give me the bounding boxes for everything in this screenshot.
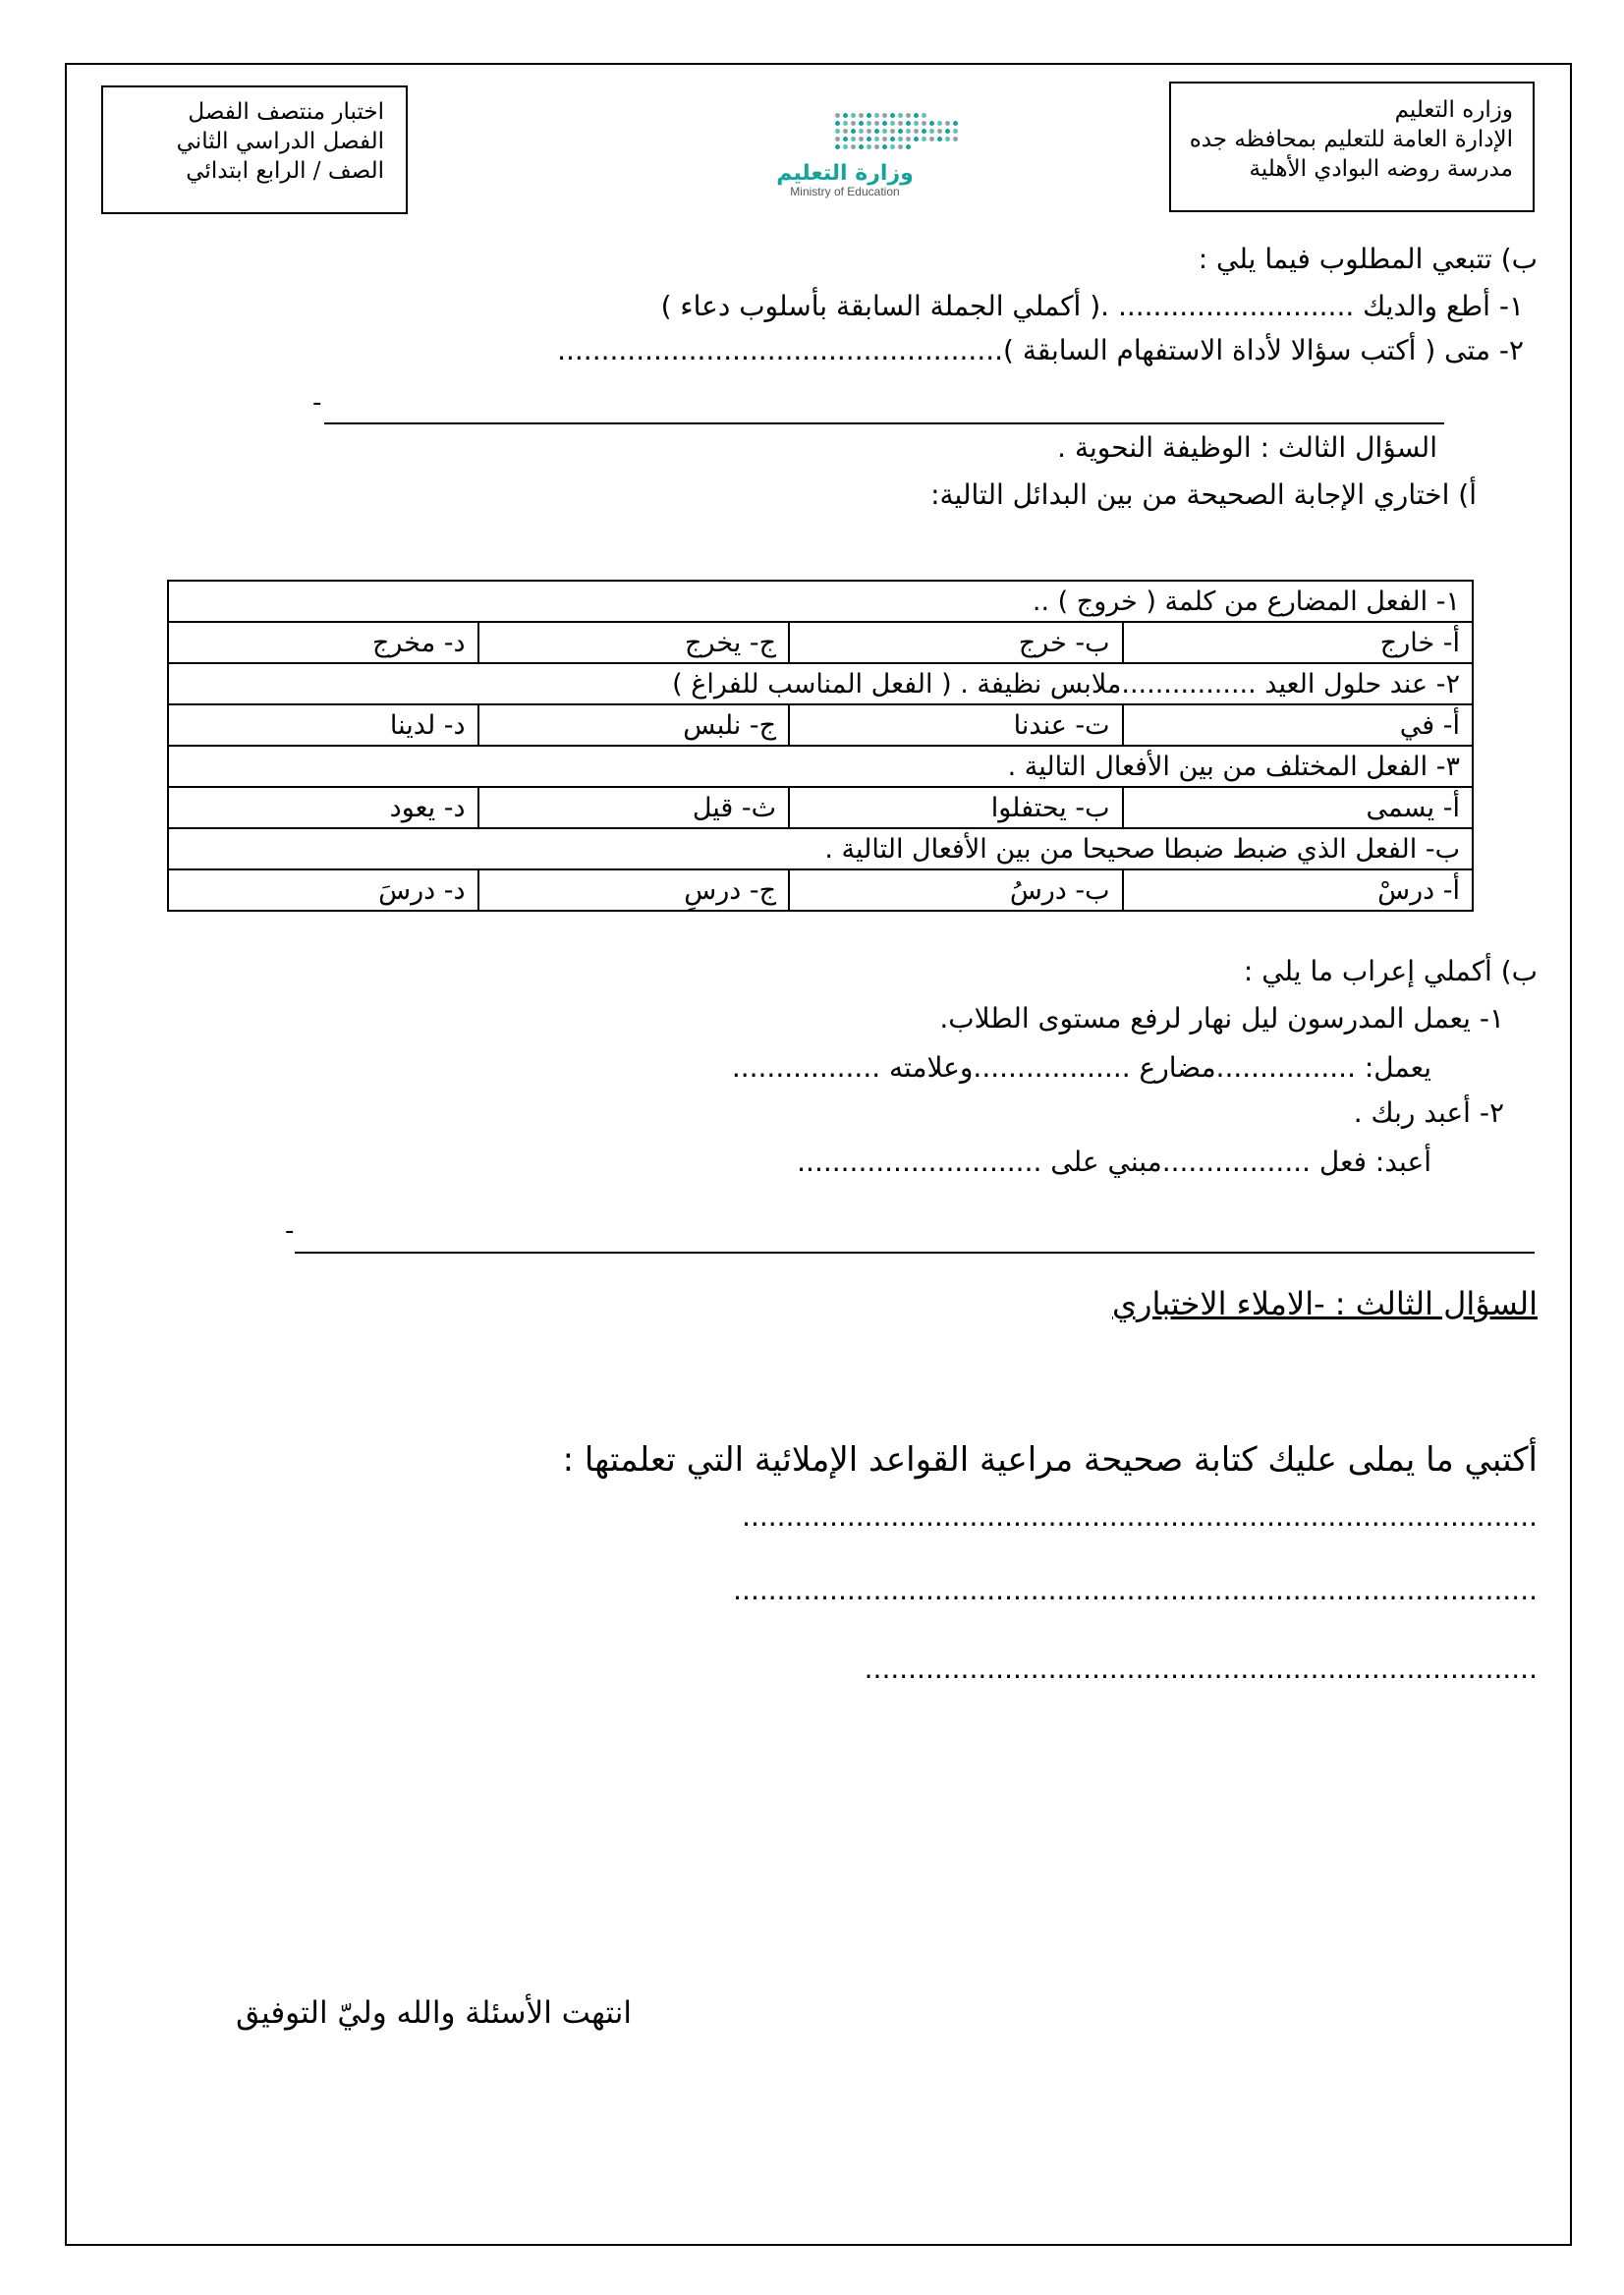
option-cell: د- يعود bbox=[168, 787, 478, 828]
logo-dot bbox=[937, 129, 942, 134]
exam-info-box bbox=[101, 85, 408, 214]
logo-dot bbox=[906, 121, 911, 126]
logo-dot bbox=[835, 144, 840, 149]
logo-dot bbox=[922, 113, 926, 118]
logo-dot bbox=[898, 137, 903, 141]
logo-dot bbox=[882, 113, 887, 118]
option-cell: ج- درسِ bbox=[478, 869, 790, 911]
divider-dash: - bbox=[312, 388, 322, 418]
logo-dot bbox=[843, 144, 848, 149]
dictation-title: السؤال الثالث : -الاملاء الاختباري bbox=[1112, 1285, 1538, 1322]
logo-dot bbox=[882, 121, 887, 126]
logo-dot bbox=[906, 129, 911, 134]
table-row bbox=[168, 581, 1473, 622]
logo-dot bbox=[906, 144, 911, 149]
logo-dot bbox=[898, 121, 903, 126]
logo-dot bbox=[851, 113, 856, 118]
logo-dot bbox=[937, 137, 942, 141]
option-cell: د- لدينا bbox=[168, 704, 478, 746]
logo-dot bbox=[890, 137, 895, 141]
logo-dot bbox=[937, 121, 942, 126]
logo-dot bbox=[898, 129, 903, 134]
logo-dot bbox=[898, 144, 903, 149]
section-b1-title: ب) تتبعي المطلوب فيما يلي : bbox=[1198, 243, 1538, 275]
logo-dot bbox=[867, 121, 871, 126]
logo-dot bbox=[922, 137, 926, 141]
logo-dot bbox=[851, 129, 856, 134]
logo-dot bbox=[890, 121, 895, 126]
logo-dot bbox=[929, 121, 934, 126]
school-name: مدرسة روضه البوادي الأهلية bbox=[1249, 156, 1513, 182]
logo-dot bbox=[867, 144, 871, 149]
logo-dot bbox=[867, 113, 871, 118]
logo-dot bbox=[922, 129, 926, 134]
divider-line-1 bbox=[324, 422, 1444, 424]
option-cell: أ- يسمى bbox=[1123, 787, 1473, 828]
logo-dot bbox=[835, 129, 840, 134]
logo-dot bbox=[859, 113, 864, 118]
closing-note: انتهت الأسئلة والله وليّ التوفيق bbox=[236, 1995, 632, 2031]
option-cell: ب- خرج bbox=[789, 622, 1123, 663]
logo-dot bbox=[835, 113, 840, 118]
logo-dot bbox=[882, 137, 887, 141]
ministry-logo bbox=[776, 108, 973, 196]
logo-dot bbox=[890, 144, 895, 149]
dictation-line-2: ............................................................................................ bbox=[733, 1574, 1538, 1606]
logo-arabic-text: وزارة التعليم bbox=[776, 161, 914, 186]
logo-dot bbox=[874, 137, 879, 141]
logo-dot bbox=[859, 121, 864, 126]
logo-dot bbox=[898, 113, 903, 118]
logo-dot bbox=[859, 137, 864, 141]
divider-dash: - bbox=[285, 1216, 295, 1246]
logo-dot bbox=[929, 137, 934, 141]
section-b1-item1: ١- أطع والديك ........................... .( أكملي الجملة السابقة بأسلوب دعاء ) bbox=[660, 290, 1524, 322]
logo-dot bbox=[874, 144, 879, 149]
table-row bbox=[168, 622, 1473, 663]
multiple-choice-table bbox=[167, 580, 1474, 912]
directorate-name: الإدارة العامة للتعليم بمحافظه جده bbox=[1189, 127, 1513, 152]
logo-dot bbox=[867, 137, 871, 141]
logo-dot bbox=[851, 137, 856, 141]
logo-dot bbox=[914, 129, 919, 134]
section-b2-title: ب) أكملي إعراب ما يلي : bbox=[1243, 955, 1538, 987]
option-cell: ج- يخرج bbox=[478, 622, 790, 663]
logo-dot bbox=[882, 129, 887, 134]
logo-dot bbox=[867, 129, 871, 134]
logo-dot bbox=[835, 121, 840, 126]
logo-dot bbox=[874, 129, 879, 134]
option-cell: ب- يحتفلوا bbox=[789, 787, 1123, 828]
logo-dot bbox=[843, 137, 848, 141]
logo-dot bbox=[882, 144, 887, 149]
option-cell: أ- في bbox=[1123, 704, 1473, 746]
section-b2-item1: ١- يعمل المدرسون ليل نهار لرفع مستوى الطلاب. bbox=[939, 1002, 1504, 1035]
table-row bbox=[168, 869, 1473, 911]
logo-dot bbox=[945, 129, 950, 134]
section-b2-item1-answer: يعمل: ................مضارع ..................وعلامته ................. bbox=[731, 1051, 1431, 1084]
logo-dot bbox=[914, 137, 919, 141]
logo-dot bbox=[851, 144, 856, 149]
logo-dot bbox=[945, 121, 950, 126]
question-3: ٣- الفعل المختلف من بين الأفعال التالية . bbox=[168, 746, 1473, 787]
school-info-box bbox=[1169, 82, 1535, 212]
exam-title: اختبار منتصف الفصل bbox=[188, 99, 384, 125]
section-b2-item2: ٢- أعبد ربك . bbox=[1353, 1096, 1504, 1129]
logo-dot bbox=[906, 137, 911, 141]
logo-dot bbox=[851, 121, 856, 126]
logo-dot bbox=[843, 113, 848, 118]
option-cell: أ- خارج bbox=[1123, 622, 1473, 663]
logo-dot bbox=[953, 121, 958, 126]
logo-dot bbox=[843, 129, 848, 134]
table-row bbox=[168, 746, 1473, 787]
option-cell: د- درسَ bbox=[168, 869, 478, 911]
table-row bbox=[168, 828, 1473, 869]
option-cell: أ- درسْ bbox=[1123, 869, 1473, 911]
logo-dot bbox=[922, 121, 926, 126]
logo-dot bbox=[929, 129, 934, 134]
section3-title: السؤال الثالث : الوظيفة النحوية . bbox=[1057, 431, 1437, 464]
logo-dot bbox=[859, 129, 864, 134]
section3-part-a: أ) اختاري الإجابة الصحيحة من بين البدائل التالية: bbox=[930, 478, 1477, 511]
question-1: ١- الفعل المضارع من كلمة ( خروج ) .. bbox=[168, 581, 1473, 622]
option-cell: ب- درسُ bbox=[789, 869, 1123, 911]
logo-dot bbox=[906, 113, 911, 118]
logo-dot bbox=[914, 121, 919, 126]
logo-dot bbox=[874, 113, 879, 118]
divider-line-2 bbox=[295, 1252, 1535, 1254]
section-b1-item2: ٢- متى ( أكتب سؤالا لأداة الاستفهام السابقة )................................................... bbox=[557, 334, 1524, 366]
option-cell: ج- نلبس bbox=[478, 704, 790, 746]
dictation-instruction: أكتبي ما يملى عليك كتابة صحيحة مراعية القواعد الإملائية التي تعلمتها : bbox=[562, 1440, 1538, 1480]
dictation-line-1: ........................................................................................... bbox=[742, 1500, 1538, 1533]
table-row bbox=[168, 704, 1473, 746]
logo-dot bbox=[835, 137, 840, 141]
logo-dot bbox=[874, 121, 879, 126]
option-cell: د- مخرج bbox=[168, 622, 478, 663]
logo-dot bbox=[914, 113, 919, 118]
logo-english-text: Ministry of Education bbox=[790, 185, 900, 198]
logo-dot bbox=[945, 137, 950, 141]
dictation-line-3: ............................................................................. bbox=[864, 1652, 1538, 1685]
ministry-name: وزاره التعليم bbox=[1394, 97, 1513, 123]
section-b2-item2-answer: أعبد: فعل .................مبني على ............................ bbox=[797, 1146, 1431, 1178]
question-4: ب- الفعل الذي ضبط ضبطا صحيحا من بين الأفعال التالية . bbox=[168, 828, 1473, 869]
grade: الصف / الرابع ابتدائي bbox=[186, 158, 384, 184]
logo-dot bbox=[843, 121, 848, 126]
table-row bbox=[168, 663, 1473, 704]
option-cell: ث- قيل bbox=[478, 787, 790, 828]
logo-dot bbox=[953, 129, 958, 134]
logo-dot bbox=[890, 129, 895, 134]
logo-dot bbox=[859, 144, 864, 149]
option-cell: ت- عندنا bbox=[789, 704, 1123, 746]
logo-dot bbox=[890, 113, 895, 118]
semester: الفصل الدراسي الثاني bbox=[176, 129, 384, 154]
table-row bbox=[168, 787, 1473, 828]
logo-dot bbox=[953, 137, 958, 141]
question-2: ٢- عند حلول العيد ................ملابس نظيفة . ( الفعل المناسب للفراغ ) bbox=[168, 663, 1473, 704]
